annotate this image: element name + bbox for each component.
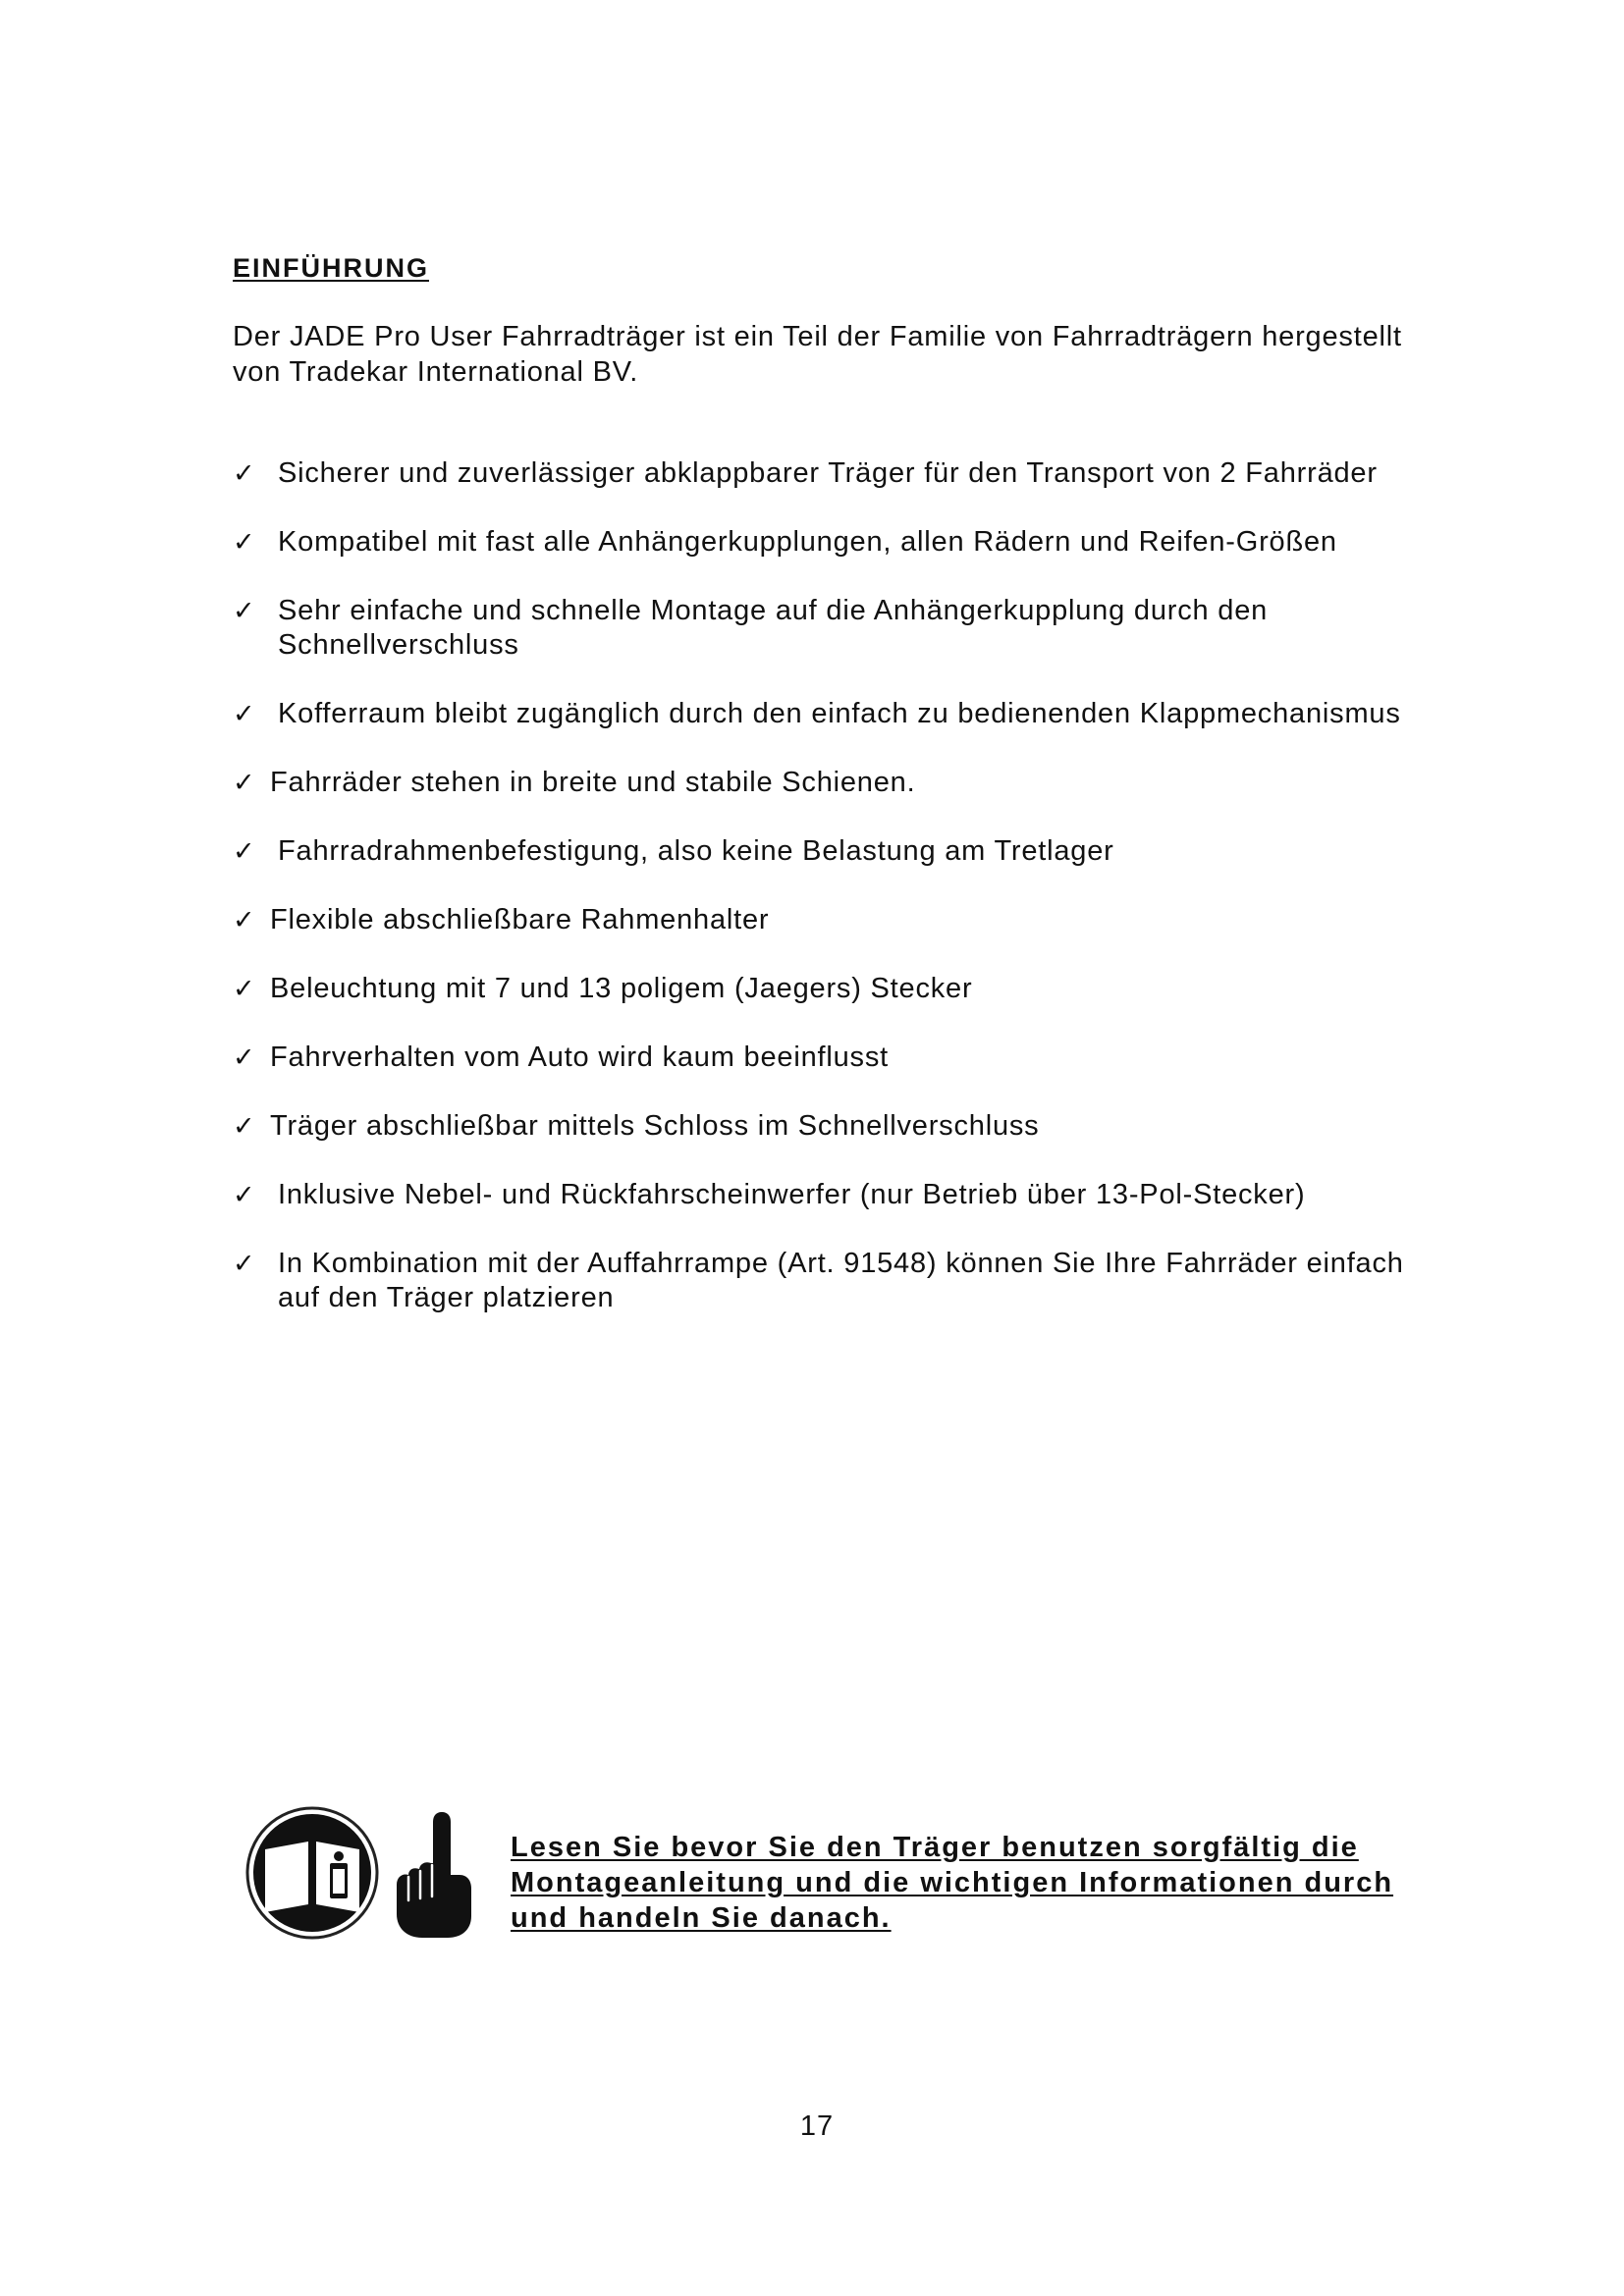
checkmark-icon: ✓ — [233, 527, 256, 557]
pointing-finger-icon — [395, 1806, 473, 1942]
checkmark-icon: ✓ — [233, 905, 256, 934]
notice-text: Lesen Sie bevor Sie den Träger benutzen sorgfältig die Montageanleitung und die wichtigen Informationen durch und handeln Sie danach. — [511, 1832, 1394, 1934]
checkmark-icon: ✓ — [233, 768, 256, 797]
checkmark-icon: ✓ — [233, 1180, 256, 1209]
feature-item — [233, 834, 1411, 869]
feature-text: Flexible abschließbare Rahmenhalter — [270, 904, 770, 935]
feature-item — [233, 1109, 1411, 1144]
feature-text: Sehr einfache und schnelle Montage auf die Anhängerkupplung durch den Schnellverschluss — [278, 595, 1269, 661]
checkmark-icon: ✓ — [233, 1111, 256, 1141]
feature-item — [233, 1247, 1411, 1315]
feature-item — [233, 766, 1411, 800]
feature-item — [233, 972, 1411, 1006]
feature-text: Beleuchtung mit 7 und 13 poligem (Jaegers) Stecker — [270, 973, 973, 1004]
checkmark-icon: ✓ — [233, 1042, 256, 1072]
feature-text: Fahrradrahmenbefestigung, also keine Belastung am Tretlager — [278, 835, 1114, 867]
intro-paragraph: Der JADE Pro User Fahrradträger ist ein Teil der Familie von Fahrradträgern hergestellt von Tradekar International BV. — [233, 321, 1402, 388]
feature-text: Träger abschließbar mittels Schloss im Schnellverschluss — [270, 1110, 1040, 1142]
checkmark-icon: ✓ — [233, 836, 256, 866]
checkmark-icon: ✓ — [233, 974, 256, 1003]
read-instructions-notice — [245, 1806, 1424, 1944]
book-info-icon — [245, 1806, 379, 1940]
checkmark-icon: ✓ — [233, 596, 256, 625]
checkmark-icon: ✓ — [233, 1249, 256, 1278]
feature-item — [233, 1041, 1411, 1075]
feature-text: Kompatibel mit fast alle Anhängerkupplungen, allen Rädern und Reifen-Größen — [278, 526, 1337, 558]
feature-item — [233, 594, 1411, 663]
feature-list — [233, 456, 1411, 1350]
feature-text: Sicherer und zuverlässiger abklappbarer Träger für den Transport von 2 Fahrräder — [278, 457, 1378, 489]
feature-item — [233, 525, 1411, 560]
feature-text: Fahrräder stehen in breite und stabile Schienen. — [270, 767, 916, 798]
section-heading: EINFÜHRUNG — [233, 253, 429, 283]
feature-item — [233, 456, 1411, 491]
feature-text: Fahrverhalten vom Auto wird kaum beeinflusst — [270, 1041, 889, 1073]
feature-text: Inklusive Nebel- und Rückfahrscheinwerfer (nur Betrieb über 13-Pol-Stecker) — [278, 1179, 1306, 1210]
feature-item — [233, 903, 1411, 937]
checkmark-icon: ✓ — [233, 699, 256, 728]
feature-text: Kofferraum bleibt zugänglich durch den einfach zu bedienenden Klappmechanismus — [278, 698, 1401, 729]
feature-item — [233, 697, 1411, 731]
feature-item — [233, 1178, 1411, 1212]
page-number: 17 — [799, 2110, 835, 2142]
feature-text: In Kombination mit der Auffahrrampe (Art. 91548) können Sie Ihre Fahrräder einfach auf den Träger platzieren — [278, 1248, 1404, 1313]
checkmark-icon: ✓ — [233, 458, 256, 488]
